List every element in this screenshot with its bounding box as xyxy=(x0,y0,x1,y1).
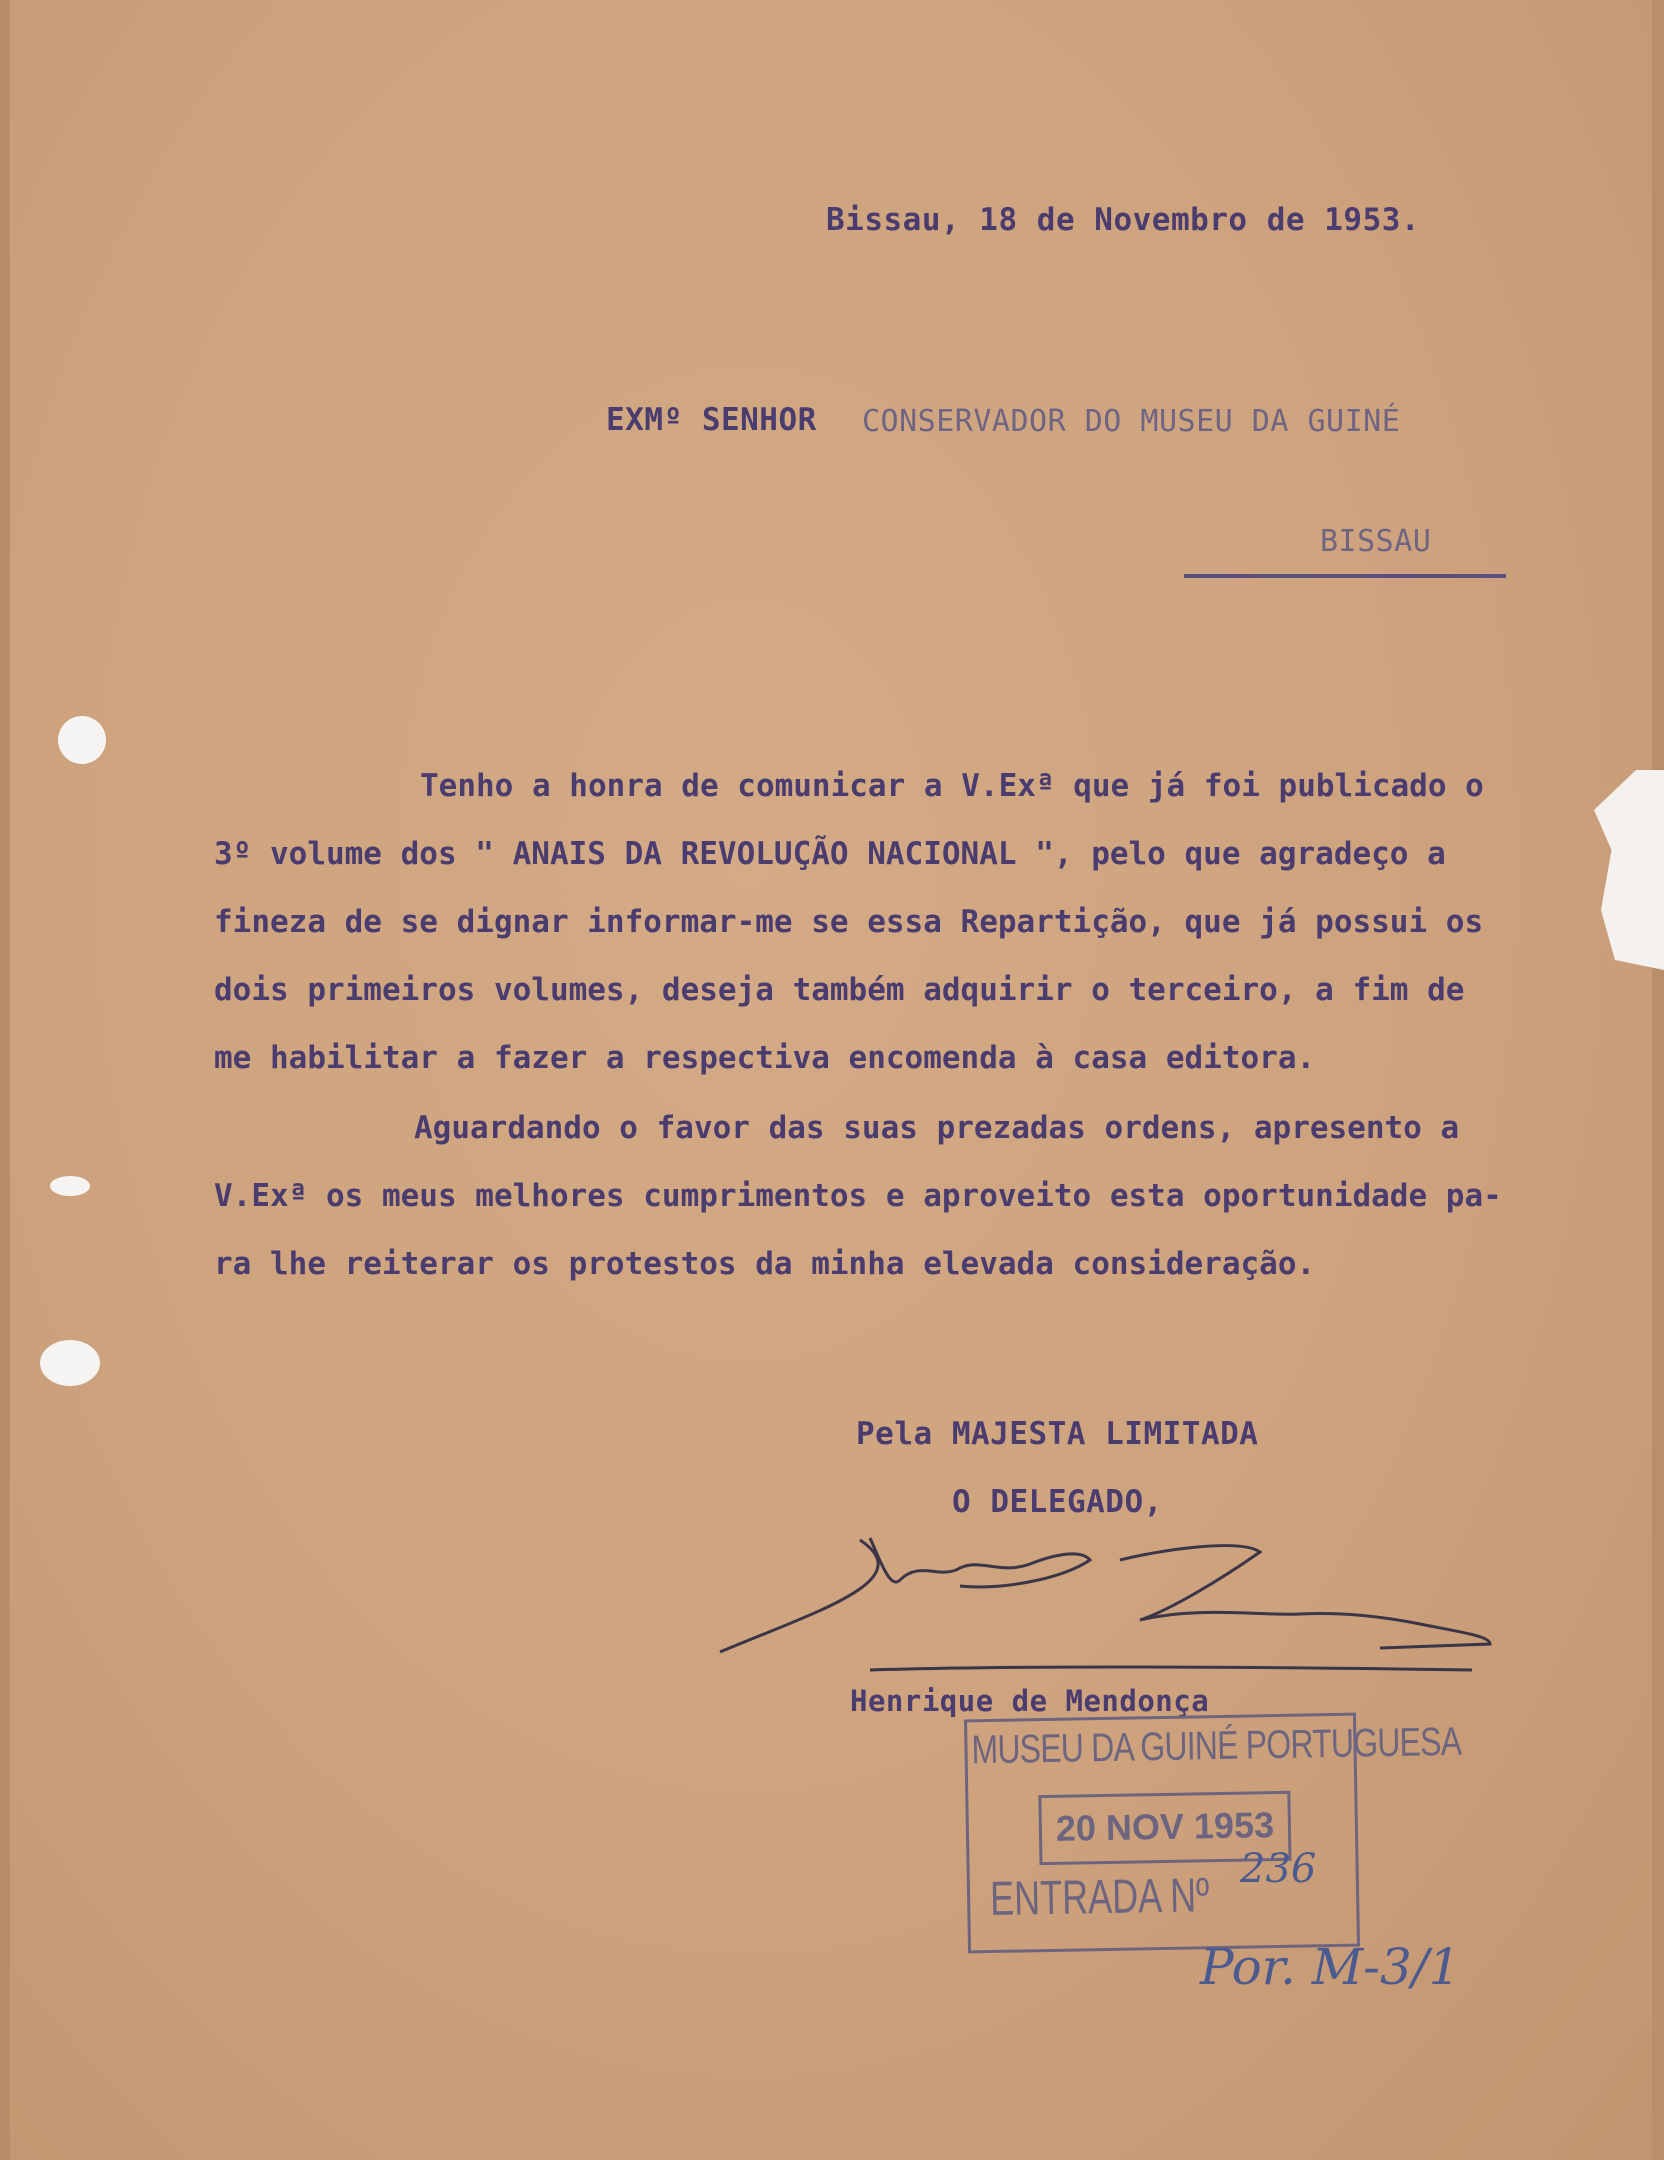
handwritten-entry-number: 236 xyxy=(1240,1846,1317,1892)
closing-company: Pela MAJESTA LIMITADA xyxy=(856,1416,1259,1452)
date-line: Bissau, 18 de Novembro de 1953. xyxy=(826,202,1421,238)
addressee-city: BISSAU xyxy=(1320,524,1432,559)
paragraph-line: me habilitar a fazer a respectiva encomenda à casa editora. xyxy=(214,1040,1316,1076)
punch-hole-top xyxy=(58,716,106,764)
museum-entry-stamp xyxy=(964,1713,1462,1954)
address-underline xyxy=(1184,574,1506,578)
stamp-institution: MUSEU DA GUINÉ PORTUGUESA xyxy=(971,1719,1462,1773)
paragraph-line: dois primeiros volumes, deseja também adquirir o terceiro, a fim de xyxy=(214,972,1465,1008)
body-paragraph-1 xyxy=(214,752,1614,1092)
body-paragraph-2 xyxy=(214,1094,1614,1298)
stamp-date: 20 NOV 1953 xyxy=(1055,1804,1275,1849)
signature-scribble xyxy=(700,1520,1520,1680)
addressee-title: CONSERVADOR DO MUSEU DA GUINÉ xyxy=(862,404,1401,439)
paragraph-line: Tenho a honra de comunicar a V.Exª que já foi publicado o xyxy=(420,768,1484,804)
punch-hole-middle xyxy=(50,1176,90,1196)
closing-role: O DELEGADO, xyxy=(952,1484,1163,1520)
paragraph-line: ra lhe reiterar os protestos da minha elevada consideração. xyxy=(214,1246,1316,1282)
stamp-entry-label: ENTRADA Nº xyxy=(989,1869,1210,1927)
paragraph-line: Aguardando o favor das suas prezadas ordens, apresento a xyxy=(414,1110,1460,1146)
paper-edge-right xyxy=(1652,0,1664,2160)
punch-hole-bottom xyxy=(40,1340,100,1386)
addressee-salutation: EXMº SENHOR xyxy=(606,402,817,438)
paper-edge-left xyxy=(0,0,10,2160)
paragraph-line: 3º volume dos " ANAIS DA REVOLUÇÃO NACIONAL ", pelo que agradeço a xyxy=(214,836,1446,872)
paragraph-line: V.Exª os meus melhores cumprimentos e aproveito esta oportunidade pa- xyxy=(214,1178,1502,1214)
signatory-name: Henrique de Mendonça xyxy=(850,1684,1210,1718)
handwritten-reference: Por. M-3/1 xyxy=(1200,1938,1461,1996)
paragraph-line: fineza de se dignar informar-me se essa Repartição, que já possui os xyxy=(214,904,1484,940)
